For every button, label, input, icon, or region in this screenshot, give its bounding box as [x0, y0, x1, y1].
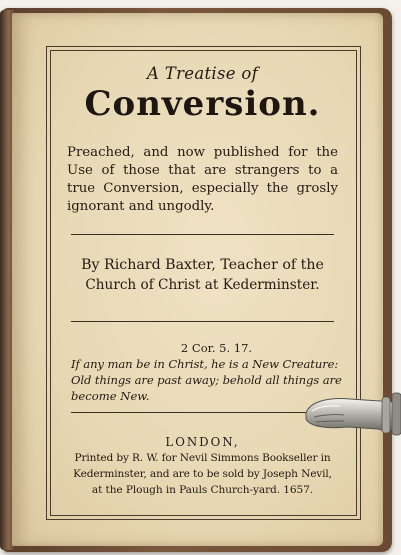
imprint-line-1: Printed by R. W. for Nevil Simmons Bookseller in [74, 452, 331, 464]
imprint-city: LONDON, [165, 435, 240, 449]
rule-2 [71, 321, 334, 322]
verse-line-1: If any man be in Christ, he is a New Creature: [71, 357, 339, 371]
author-line-1: By Richard Baxter, Teacher of the [81, 257, 324, 273]
verse-line-3: become New. [71, 389, 150, 403]
verse-line-2: Old things are past away; behold all things are [71, 373, 342, 387]
author-line-2: Church of Christ at Kederminster. [85, 277, 320, 293]
subtitle: Preached, and now published for the Use of those that are strangers to a true Conversion, especially the grosly ignorant and ungodly. [67, 145, 338, 214]
verse-reference: 2 Cor. 5. 17. [180, 341, 253, 355]
metal-clasp-icon [300, 383, 401, 441]
rule-1 [71, 234, 334, 235]
rule-3 [71, 412, 334, 413]
imprint-line-2: Kederminster, and are to be sold by Joseph Nevil, [73, 468, 332, 480]
imprint-line-3: at the Plough in Pauls Church-yard. 1657. [91, 484, 314, 496]
title-line-2: Conversion. [84, 84, 321, 124]
title-line-1: A Treatise of [147, 64, 258, 83]
